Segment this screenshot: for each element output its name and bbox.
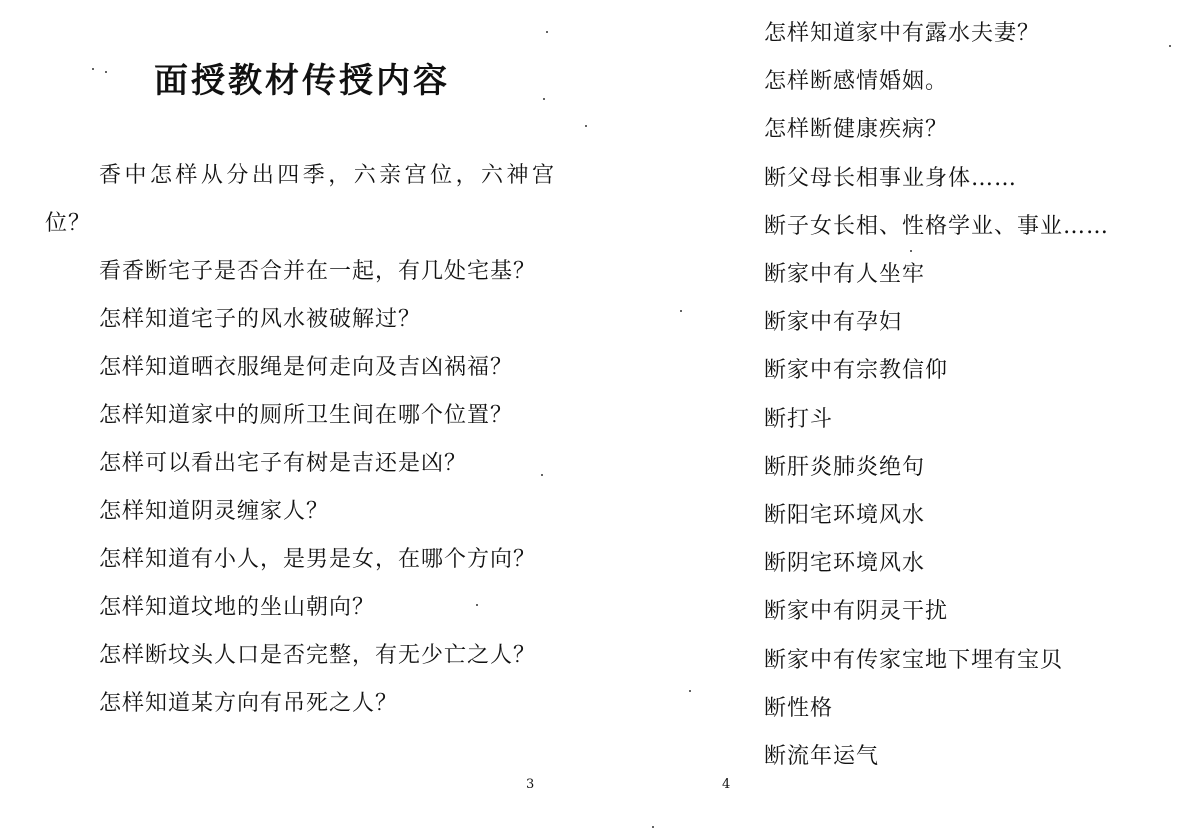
paragraph: 怎样知道家中的厕所卫生间在哪个位置？ bbox=[99, 403, 514, 428]
scan-speck bbox=[546, 31, 548, 33]
paragraph: 怎样断坟头人口是否完整，有无少亡之人？ bbox=[99, 643, 537, 668]
scan-speck bbox=[652, 826, 654, 828]
scan-speck bbox=[689, 690, 691, 692]
paragraph: 看香断宅子是否合并在一起，有几处宅基？ bbox=[99, 259, 537, 284]
scan-speck bbox=[105, 71, 107, 73]
scan-speck bbox=[541, 474, 543, 476]
scan-speck bbox=[92, 68, 94, 70]
list-item: 怎样知道家中有露水夫妻？ bbox=[764, 21, 1041, 46]
scan-speck bbox=[585, 125, 587, 127]
list-item: 断阳宅环境风水 bbox=[764, 503, 926, 529]
list-item: 断阴宅环境风水 bbox=[764, 551, 926, 577]
list-item: 断家中有宗教信仰 bbox=[764, 358, 949, 384]
list-item: 怎样断健康疾病？ bbox=[764, 117, 949, 143]
scan-speck bbox=[476, 604, 478, 606]
list-item: 断子女长相、性格学业、事业…… bbox=[764, 213, 1110, 239]
page-number: 3 bbox=[526, 777, 535, 792]
paragraph: 怎样知道有小人，是男是女，在哪个方向？ bbox=[99, 547, 537, 572]
list-item: 断家中有孕妇 bbox=[764, 310, 903, 336]
topic-list bbox=[764, 10, 1164, 781]
page-title: 面授教材传授内容 bbox=[154, 61, 450, 101]
paragraph: 怎样知道坟地的坐山朝向？ bbox=[99, 595, 376, 620]
list-item: 断家中有传家宝地下埋有宝贝 bbox=[764, 647, 1064, 673]
list-item: 断肝炎肺炎绝句 bbox=[764, 454, 926, 480]
paragraph: 香中怎样从分出四季，六亲宫位，六神宫位？ bbox=[45, 163, 555, 236]
list-item: 怎样断感情婚姻。 bbox=[764, 69, 949, 95]
right-page bbox=[594, 0, 1189, 832]
paragraph: 怎样知道晒衣服绳是何走向及吉凶祸福？ bbox=[99, 355, 514, 380]
page-number: 4 bbox=[722, 777, 731, 792]
list-item: 断家中有阴灵干扰 bbox=[764, 599, 949, 625]
scan-speck bbox=[910, 250, 912, 252]
scan-speck bbox=[543, 98, 545, 100]
scan-speck bbox=[680, 310, 682, 312]
list-item: 断父母长相事业身体…… bbox=[764, 165, 1018, 191]
list-item: 断性格 bbox=[764, 695, 834, 721]
paragraph: 怎样知道宅子的风水被破解过？ bbox=[99, 307, 422, 332]
paragraph: 怎样知道某方向有吊死之人？ bbox=[99, 691, 399, 716]
paragraph: 怎样知道阴灵缠家人？ bbox=[99, 499, 330, 524]
scan-speck bbox=[1169, 45, 1171, 47]
list-item: 断流年运气 bbox=[764, 744, 880, 770]
left-page-body bbox=[45, 152, 555, 728]
paragraph: 怎样可以看出宅子有树是吉还是凶？ bbox=[99, 451, 468, 476]
list-item: 断打斗 bbox=[764, 406, 834, 432]
list-item: 断家中有人坐牢 bbox=[764, 262, 926, 288]
left-page bbox=[0, 0, 594, 832]
